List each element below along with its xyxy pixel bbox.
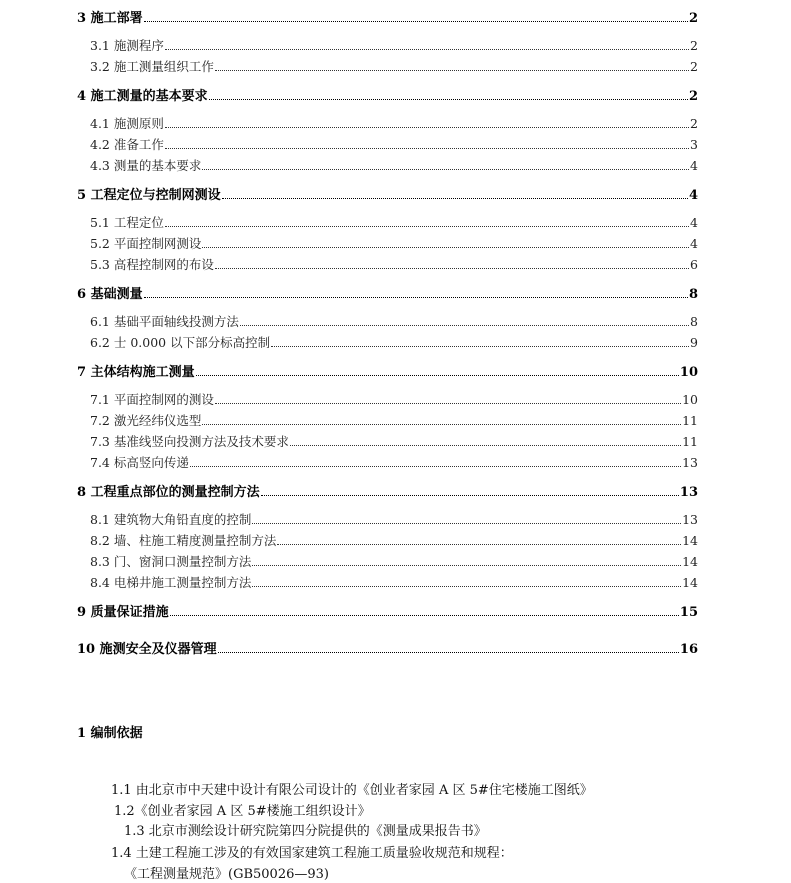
- toc-dot-leader: [196, 363, 679, 376]
- toc-dot-leader: [202, 412, 681, 425]
- toc-dot-leader: [290, 433, 681, 446]
- toc-page-number: 9: [690, 335, 698, 350]
- toc-entry-title: 5 工程定位与控制网测设: [77, 188, 221, 203]
- toc-entry-section[interactable]: [90, 433, 698, 449]
- toc-dot-leader: [252, 574, 681, 587]
- toc-entry-title: 7.4 标高竖向传递: [90, 455, 189, 470]
- toc-entry-title: 8.2 墙、柱施工精度测量控制方法: [90, 533, 277, 548]
- basis-item: 1.4 土建工程施工涉及的有效国家建筑工程施工质量验收规范和规程：: [111, 846, 513, 861]
- toc-dot-leader: [252, 511, 681, 524]
- toc-dot-leader: [261, 483, 679, 496]
- basis-item: 1.1 由北京市中天建中设计有限公司设计的《创业者家园 A 区 5#住宅楼施工图纸》: [111, 783, 593, 798]
- toc-entry-section[interactable]: [90, 136, 698, 152]
- toc-entry-section[interactable]: [90, 334, 698, 350]
- toc-entry-section[interactable]: [90, 37, 698, 53]
- toc-entry-title: 3 施工部署: [77, 11, 143, 26]
- toc-entry-section[interactable]: [90, 454, 698, 470]
- toc-dot-leader: [202, 235, 689, 248]
- toc-dot-leader: [165, 136, 689, 149]
- toc-page-number: 14: [682, 575, 698, 590]
- basis-item: 《工程测量规范》(GB50026—93): [124, 867, 329, 882]
- toc-page-number: 2: [688, 11, 698, 26]
- toc-page-number: 13: [682, 512, 698, 527]
- toc-entry-chapter[interactable]: [77, 87, 698, 103]
- toc-page-number: 3: [690, 137, 698, 152]
- toc-page-number: 13: [679, 485, 698, 500]
- toc-entry-chapter[interactable]: [77, 640, 698, 656]
- toc-entry-title: 8.3 门、窗洞口测量控制方法: [90, 554, 252, 569]
- toc-dot-leader: [165, 214, 689, 227]
- toc-page-number: 2: [690, 116, 698, 131]
- toc-entry-title: 5.3 高程控制网的布设: [90, 257, 214, 272]
- toc-page-number: 8: [690, 314, 698, 329]
- toc-entry-title: 4.3 测量的基本要求: [90, 158, 202, 173]
- toc-dot-leader: [252, 553, 681, 566]
- toc-entry-chapter[interactable]: [77, 603, 698, 619]
- toc-entry-title: 9 质量保证措施: [77, 605, 169, 620]
- toc-entry-chapter[interactable]: [77, 186, 698, 202]
- toc-entry-title: 7 主体结构施工测量: [77, 365, 195, 380]
- toc-entry-title: 6.2 士 0.000 以下部分标高控制: [90, 335, 271, 350]
- toc-entry-section[interactable]: [90, 532, 698, 548]
- toc-page-number: 8: [688, 287, 698, 302]
- toc-entry-section[interactable]: [90, 214, 698, 230]
- toc-entry-section[interactable]: [90, 412, 698, 428]
- toc-entry-title: 4.2 准备工作: [90, 137, 164, 152]
- toc-entry-section[interactable]: [90, 553, 698, 569]
- toc-page-number: 2: [688, 89, 698, 104]
- toc-dot-leader: [144, 285, 688, 298]
- toc-page-number: 6: [690, 257, 698, 272]
- toc-dot-leader: [202, 157, 689, 170]
- toc-page-number: 4: [690, 215, 698, 230]
- toc-entry-title: 10 施测安全及仪器管理: [77, 642, 217, 657]
- toc-entry-section[interactable]: [90, 235, 698, 251]
- toc-page-number: 16: [679, 642, 698, 657]
- basis-item: 1.3 北京市测绘设计研究院第四分院提供的《测量成果报告书》: [124, 824, 487, 839]
- toc-page-number: 10: [679, 365, 698, 380]
- toc-entry-section[interactable]: [90, 256, 698, 272]
- toc-dot-leader: [222, 186, 688, 199]
- toc-dot-leader: [277, 532, 681, 545]
- toc-entry-title: 5.2 平面控制网测设: [90, 236, 202, 251]
- toc-dot-leader: [209, 87, 688, 100]
- toc-entry-chapter[interactable]: [77, 9, 698, 25]
- toc-entry-title: 4 施工测量的基本要求: [77, 89, 208, 104]
- toc-entry-section[interactable]: [90, 511, 698, 527]
- toc-page-number: 13: [682, 455, 698, 470]
- toc-dot-leader: [170, 603, 679, 616]
- toc-entry-title: 5.1 工程定位: [90, 215, 164, 230]
- toc-page-number: 14: [682, 554, 698, 569]
- toc-entry-chapter[interactable]: [77, 363, 698, 379]
- toc-page-number: 11: [682, 434, 698, 449]
- toc-page-number: 2: [690, 59, 698, 74]
- toc-dot-leader: [144, 9, 688, 22]
- toc-entry-section[interactable]: [90, 58, 698, 74]
- toc-entry-title: 8.4 电梯井施工测量控制方法: [90, 575, 252, 590]
- toc-dot-leader: [215, 58, 689, 71]
- toc-dot-leader: [215, 256, 689, 269]
- toc-entry-title: 8.1 建筑物大角铅直度的控制: [90, 512, 252, 527]
- toc-page-number: 14: [682, 533, 698, 548]
- toc-entry-section[interactable]: [90, 574, 698, 590]
- toc-page-number: 10: [682, 392, 698, 407]
- toc-entry-title: 8 工程重点部位的测量控制方法: [77, 485, 260, 500]
- toc-entry-title: 6.1 基础平面轴线投测方法: [90, 314, 239, 329]
- toc-entry-title: 7.2 激光经纬仪选型: [90, 413, 202, 428]
- toc-entry-title: 7.1 平面控制网的测设: [90, 392, 214, 407]
- toc-entry-title: 4.1 施测原则: [90, 116, 164, 131]
- toc-dot-leader: [240, 313, 689, 326]
- toc-entry-title: 3.2 施工测量组织工作: [90, 59, 214, 74]
- section-heading-basis: 1 编制依据: [77, 726, 143, 741]
- toc-page-number: 15: [679, 605, 698, 620]
- toc-page-number: 11: [682, 413, 698, 428]
- toc-dot-leader: [165, 115, 689, 128]
- toc-page-number: 4: [690, 158, 698, 173]
- toc-dot-leader: [271, 334, 689, 347]
- toc-entry-section[interactable]: [90, 157, 698, 173]
- toc-entry-chapter[interactable]: [77, 285, 698, 301]
- toc-entry-section[interactable]: [90, 391, 698, 407]
- toc-entry-chapter[interactable]: [77, 483, 698, 499]
- toc-entry-section[interactable]: [90, 115, 698, 131]
- toc-entry-title: 3.1 施测程序: [90, 38, 164, 53]
- toc-page-number: 2: [690, 38, 698, 53]
- toc-entry-title: 6 基础测量: [77, 287, 143, 302]
- toc-page-number: 4: [688, 188, 698, 203]
- toc-entry-title: 7.3 基准线竖向投测方法及技术要求: [90, 434, 289, 449]
- toc-dot-leader: [218, 640, 679, 653]
- toc-dot-leader: [190, 454, 681, 467]
- basis-item: 1.2《创业者家园 A 区 5#楼施工组织设计》: [114, 804, 371, 819]
- toc-page-number: 4: [690, 236, 698, 251]
- toc-dot-leader: [215, 391, 681, 404]
- toc-dot-leader: [165, 37, 689, 50]
- toc-entry-section[interactable]: [90, 313, 698, 329]
